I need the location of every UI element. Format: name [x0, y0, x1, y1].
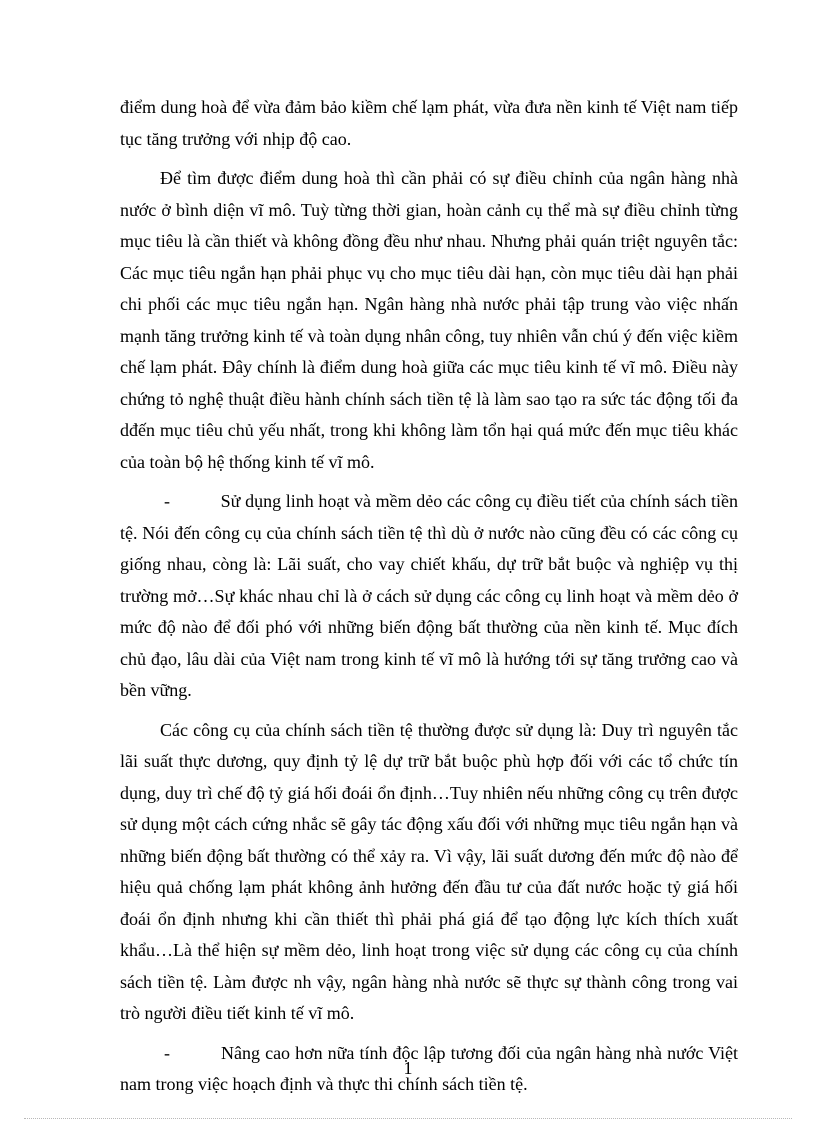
paragraph-text: Sử dụng linh hoạt và mềm dẻo các công cụ điều tiết của chính sách tiền tệ. Nói đến công cụ của chính sách tiền tệ thì dù ở nước nào cũng đều có các công cụ giống nhau, còng là: Lãi suất, cho vay chiết khấu, dự trữ bắt buộc và nghiệp vụ thị trường mở…Sự khác nhau chỉ là ở cách sử dụng các công cụ linh hoạt và mềm dẻo ở mức độ nào để đối phó với những biến động bất thường của nền kinh tế. Mục đích chủ đạo, lâu dài của Việt nam trong kinh tế vĩ mô là hướng tới sự tăng trưởng cao và bền vững. [120, 491, 738, 700]
page-footer-divider [24, 1118, 792, 1119]
page-number: 1 [403, 1058, 413, 1078]
paragraph-text: điểm dung hoà để vừa đảm bảo kiềm chế lạm phát, vừa đưa nền kinh tế Việt nam tiếp tục tăng trưởng với nhịp độ cao. [120, 97, 738, 149]
bullet-marker: - [164, 1042, 170, 1063]
bullet-marker: - [164, 491, 170, 511]
paragraph-text: Các công cụ của chính sách tiền tệ thường được sử dụng là: Duy trì nguyên tắc lãi suất thực dương, quy định tỷ lệ dự trữ bắt buộc phù hợp đối với các tổ chức tín dụng, duy trì chế độ tỷ giá hối đoái ổn định…Tuy nhiên nếu những công cụ trên được sử dụng một cách cứng nhắc sẽ gây tác động xấu đối với những mục tiêu ngắn hạn và những biến động bất thường có thể xảy ra. Vì vậy, lãi suất dương đến mức độ nào để hiệu quả chống lạm phát không ảnh hưởng đến đầu tư của đất nước hoặc tỷ giá hối đoái ổn định nhưng khi cần thiết thì phải phá giá để tạo động lực kích thích xuất khẩu…Là thể hiện sự mềm dẻo, linh hoạt trong việc sử dụng các công cụ của chính sách tiền tệ. Làm được nh vậy, ngân hàng nhà nước sẽ thực sự thành công trong vai trò người điều tiết kinh tế vĩ mô. [120, 719, 738, 1023]
document-body [120, 92, 738, 1101]
bullet-paragraph-flexible-tools [120, 486, 738, 707]
paragraph-continuation [120, 92, 738, 155]
paragraph-text: Để tìm được điểm dung hoà thì cần phải có sự điều chỉnh của ngân hàng nhà nước ở bình diện vĩ mô. Tuỳ từng thời gian, hoàn cảnh cụ thể mà sự điều chỉnh từng mục tiêu là cần thiết và không đồng đều như nhau. Nhưng phải quán triệt nguyên tắc: Các mục tiêu ngắn hạn phải phục vụ cho mục tiêu dài hạn, còn mục tiêu dài hạn phải chi phối các mục tiêu ngắn hạn. Ngân hàng nhà nước phải tập trung vào việc nhấn mạnh tăng trưởng kinh tế và toàn dụng nhân công, tuy nhiên vẫn chú ý đến việc kiềm chế lạm phát. Đây chính là điểm dung hoà giữa các mục tiêu kinh tế vĩ mô. Điều này chứng tỏ nghệ thuật điều hành chính sách tiền tệ là làm sao tạo ra sức tác động tối đa dđến mục tiêu chủ yếu nhất, trong khi không làm tổn hại quá mức đến mục tiêu khác của toàn bộ hệ thống kinh tế vĩ mô. [120, 168, 738, 472]
paragraph-text: Nâng cao hơn nữa tính độc lập tương đối của ngân hàng nhà nước Việt nam trong việc hoạch định và thực thi chính sách tiền tệ. [120, 1042, 738, 1094]
paragraph-balance-point [120, 163, 738, 478]
paragraph-policy-tools [120, 715, 738, 1030]
